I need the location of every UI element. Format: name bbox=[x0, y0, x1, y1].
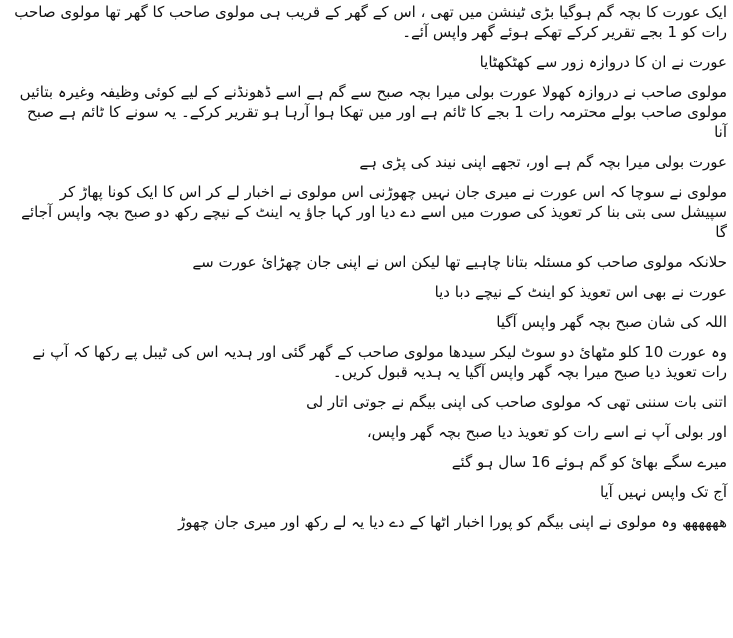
paragraph-8: اللہ کی شان صبح بچہ گھر واپس آگیا bbox=[496, 313, 727, 331]
paragraph-2: عورت نے ان کا دروازہ زور سے کھٹکھٹایا bbox=[479, 53, 727, 71]
paragraph-1: ایک عورت کا بچہ گم ہوگیا بڑی ٹینشن میں تھی ، اس کے گھر کے قریب ہی مولوی صاحب کا گھر تھا مولوی صاحب رات کو 1 بجے تقریر کرکے تھکے ہوئے گھر واپس آئے۔ bbox=[14, 3, 727, 41]
paragraph-11: اور بولی آپ نے اسے رات کو تعویذ دیا صبح بچہ گھر واپس، bbox=[366, 423, 727, 441]
paragraph-9: وہ عورت 10 کلو مٹھائ دو سوٹ لیکر سیدھا مولوی صاحب کے گھر گئی اور ہدیہ اس کی ٹیبل پے رکھا کہ آپ نے رات تعویذ دیا صبح میرا بچہ گھر واپس آگیا یہ ہدیہ قبول کریں۔ bbox=[32, 343, 727, 381]
paragraph-10: اتنی بات سننی تھی کہ مولوی صاحب کی اپنی بیگم نے جوتی اتار لی bbox=[306, 393, 727, 411]
paragraph-4: عورت بولی میرا بچہ گم ہے اور، تجھے اپنی نیند کی پڑی ہے bbox=[359, 153, 727, 171]
paragraph-7: عورت نے بھی اس تعویذ کو اینٹ کے نیچے دبا دیا bbox=[434, 283, 727, 301]
paragraph-3: مولوی صاحب نے دروازہ کھولا عورت بولی میرا بچہ صبح سے گم ہے اسے ڈھونڈنے کے لیے کوئی وظیفہ وغیرہ بتائیں مولوی صاحب بولے محترمہ رات 1 بجے کا ٹائم ہے اور میں تھکا ہوا آرہا ہو تقریر کرکے۔ یہ سونے کا ٹائم ہے صبح آنا bbox=[19, 83, 727, 141]
paragraph-12: میرے سگے بھائ کو گم ہوئے 16 سال ہو گئے bbox=[451, 453, 727, 471]
paragraph-14: ھھھھھھ وہ مولوی نے اپنی بیگم کو پورا اخبار اٹھا کے دے دیا یہ لے رکھ اور میری جان چھوڑ bbox=[178, 513, 727, 531]
paragraph-5: مولوی نے سوچا کہ اس عورت نے میری جان نہیں چھوڑنی اس مولوی نے اخبار لے کر اس کا ایک کونا پھاڑ کر سپیشل سی بتی بنا کر تعویذ کی صورت میں اسے دے دیا اور کہا جاؤ یہ اینٹ کے نیچے رکھ دو صبح بچہ واپس آجائے گا bbox=[21, 183, 727, 241]
paragraph-13: آج تک واپس نہیں آیا bbox=[599, 483, 727, 501]
paragraph-6: حلانکہ مولوی صاحب کو مسئلہ بتانا چاہیے تھا لیکن اس نے اپنی جان چھڑائ عورت سے bbox=[192, 253, 727, 271]
